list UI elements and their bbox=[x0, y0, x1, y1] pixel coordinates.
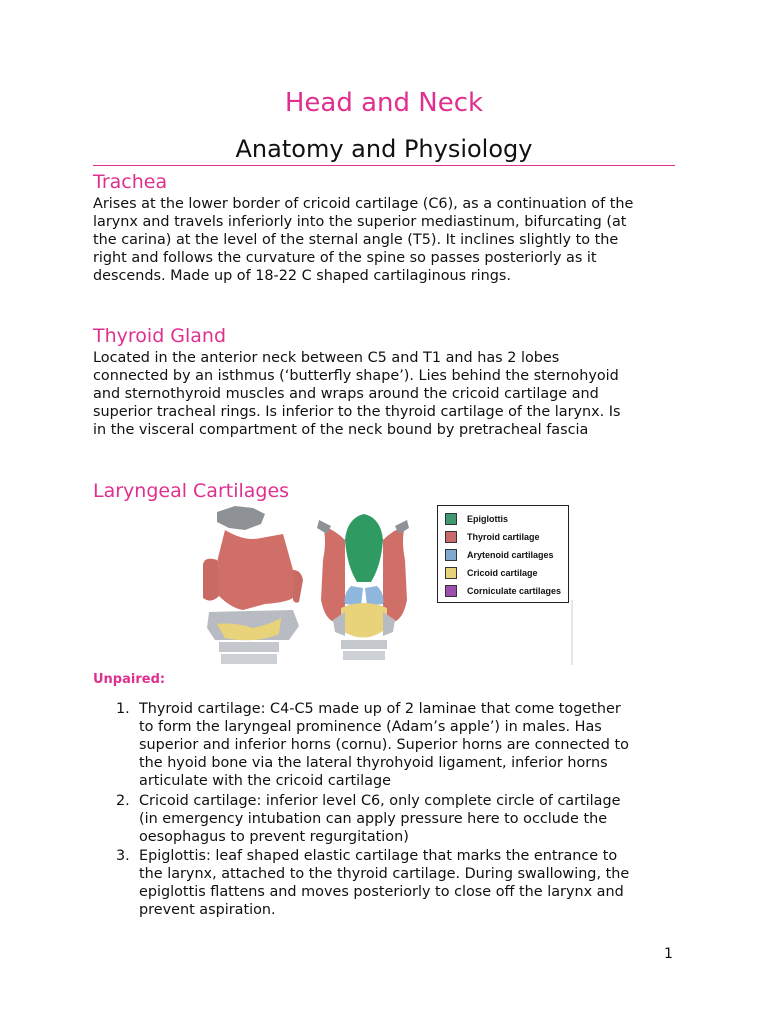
text-line: right and follows the curvature of the spine so passes posteriorly as it bbox=[93, 250, 597, 266]
text-line: the carina) at the level of the sternal angle (T5). It inclines slightly to the bbox=[93, 232, 619, 248]
text-line: connected by an isthmus (‘butterfly shape’). Lies behind the sternohyoid bbox=[93, 368, 619, 384]
legend-label: Cricoid cartilage bbox=[467, 568, 538, 578]
larynx-posterior-view bbox=[317, 514, 409, 660]
text-line: Located in the anterior neck between C5 and T1 and has 2 lobes bbox=[93, 350, 560, 366]
legend-swatch bbox=[445, 585, 457, 597]
trachea-paragraph bbox=[93, 195, 683, 285]
list-number: 3. bbox=[116, 848, 130, 864]
trachea-heading: Trachea bbox=[93, 171, 168, 193]
legend-swatch bbox=[445, 513, 457, 525]
larynx-anterior-view bbox=[203, 506, 303, 664]
unpaired-label: Unpaired: bbox=[93, 672, 166, 687]
legend-item-corniculate bbox=[445, 584, 561, 598]
text-line: articulate with the cricoid cartilage bbox=[139, 773, 391, 789]
document-title: Head and Neck bbox=[284, 88, 484, 118]
thyroid-paragraph bbox=[93, 349, 683, 439]
text-line: descends. Made up of 18-22 C shaped cartilaginous rings. bbox=[93, 268, 511, 284]
list-item-text bbox=[139, 700, 629, 790]
text-line: epiglottis flattens and moves posteriorly to close off the larynx and bbox=[139, 884, 624, 900]
text-line: in the visceral compartment of the neck bound by pretracheal fascia bbox=[93, 422, 589, 438]
legend-label: Epiglottis bbox=[467, 514, 508, 524]
text-line: and sternothyroid muscles and wraps around the cricoid cartilage and bbox=[93, 386, 599, 402]
legend-label: Thyroid cartilage bbox=[467, 532, 540, 542]
text-line: prevent aspiration. bbox=[139, 902, 276, 918]
text-line: Thyroid cartilage: C4-C5 made up of 2 laminae that come together bbox=[139, 701, 621, 717]
thyroid-heading: Thyroid Gland bbox=[93, 325, 227, 347]
legend-item-arytenoid bbox=[445, 548, 554, 562]
list-item-text bbox=[139, 847, 629, 919]
laryngeal-heading: Laryngeal Cartilages bbox=[93, 480, 290, 502]
legend-label: Arytenoid cartilages bbox=[467, 550, 554, 560]
text-line: the hyoid bone via the lateral thyrohyoid ligament, inferior horns bbox=[139, 755, 608, 771]
list-number: 1. bbox=[116, 701, 130, 717]
text-line: superior and inferior horns (cornu). Superior horns are connected to bbox=[139, 737, 629, 753]
document-subtitle: Anatomy and Physiology bbox=[235, 135, 533, 163]
legend-item-epiglottis bbox=[445, 512, 508, 526]
text-line: larynx and travels inferiorly into the superior mediastinum, bifurcating (at bbox=[93, 214, 627, 230]
legend-label: Corniculate cartilages bbox=[467, 586, 562, 596]
cartilage-legend bbox=[437, 505, 569, 603]
text-line: (in emergency intubation can apply pressure here to occlude the bbox=[139, 811, 608, 827]
text-line: oesophagus to prevent regurgitation) bbox=[139, 829, 409, 845]
legend-swatch bbox=[445, 549, 457, 561]
legend-swatch bbox=[445, 531, 457, 543]
text-line: Epiglottis: leaf shaped elastic cartilage that marks the entrance to bbox=[139, 848, 618, 864]
legend-item-cricoid bbox=[445, 566, 538, 580]
list-number: 2. bbox=[116, 793, 130, 809]
list-item-text bbox=[139, 792, 621, 846]
text-line: to form the laryngeal prominence (Adam’s apple’) in males. Has bbox=[139, 719, 602, 735]
text-line: superior tracheal rings. Is inferior to the thyroid cartilage of the larynx. Is bbox=[93, 404, 621, 420]
page-number: 1 bbox=[664, 946, 673, 962]
legend-swatch bbox=[445, 567, 457, 579]
title-divider bbox=[93, 165, 675, 166]
text-line: Cricoid cartilage: inferior level C6, only complete circle of cartilage bbox=[139, 793, 621, 809]
legend-item-thyroid bbox=[445, 530, 540, 544]
text-line: Arises at the lower border of cricoid cartilage (C6), as a continuation of the bbox=[93, 196, 634, 212]
text-line: the larynx, attached to the thyroid cartilage. During swallowing, the bbox=[139, 866, 630, 882]
